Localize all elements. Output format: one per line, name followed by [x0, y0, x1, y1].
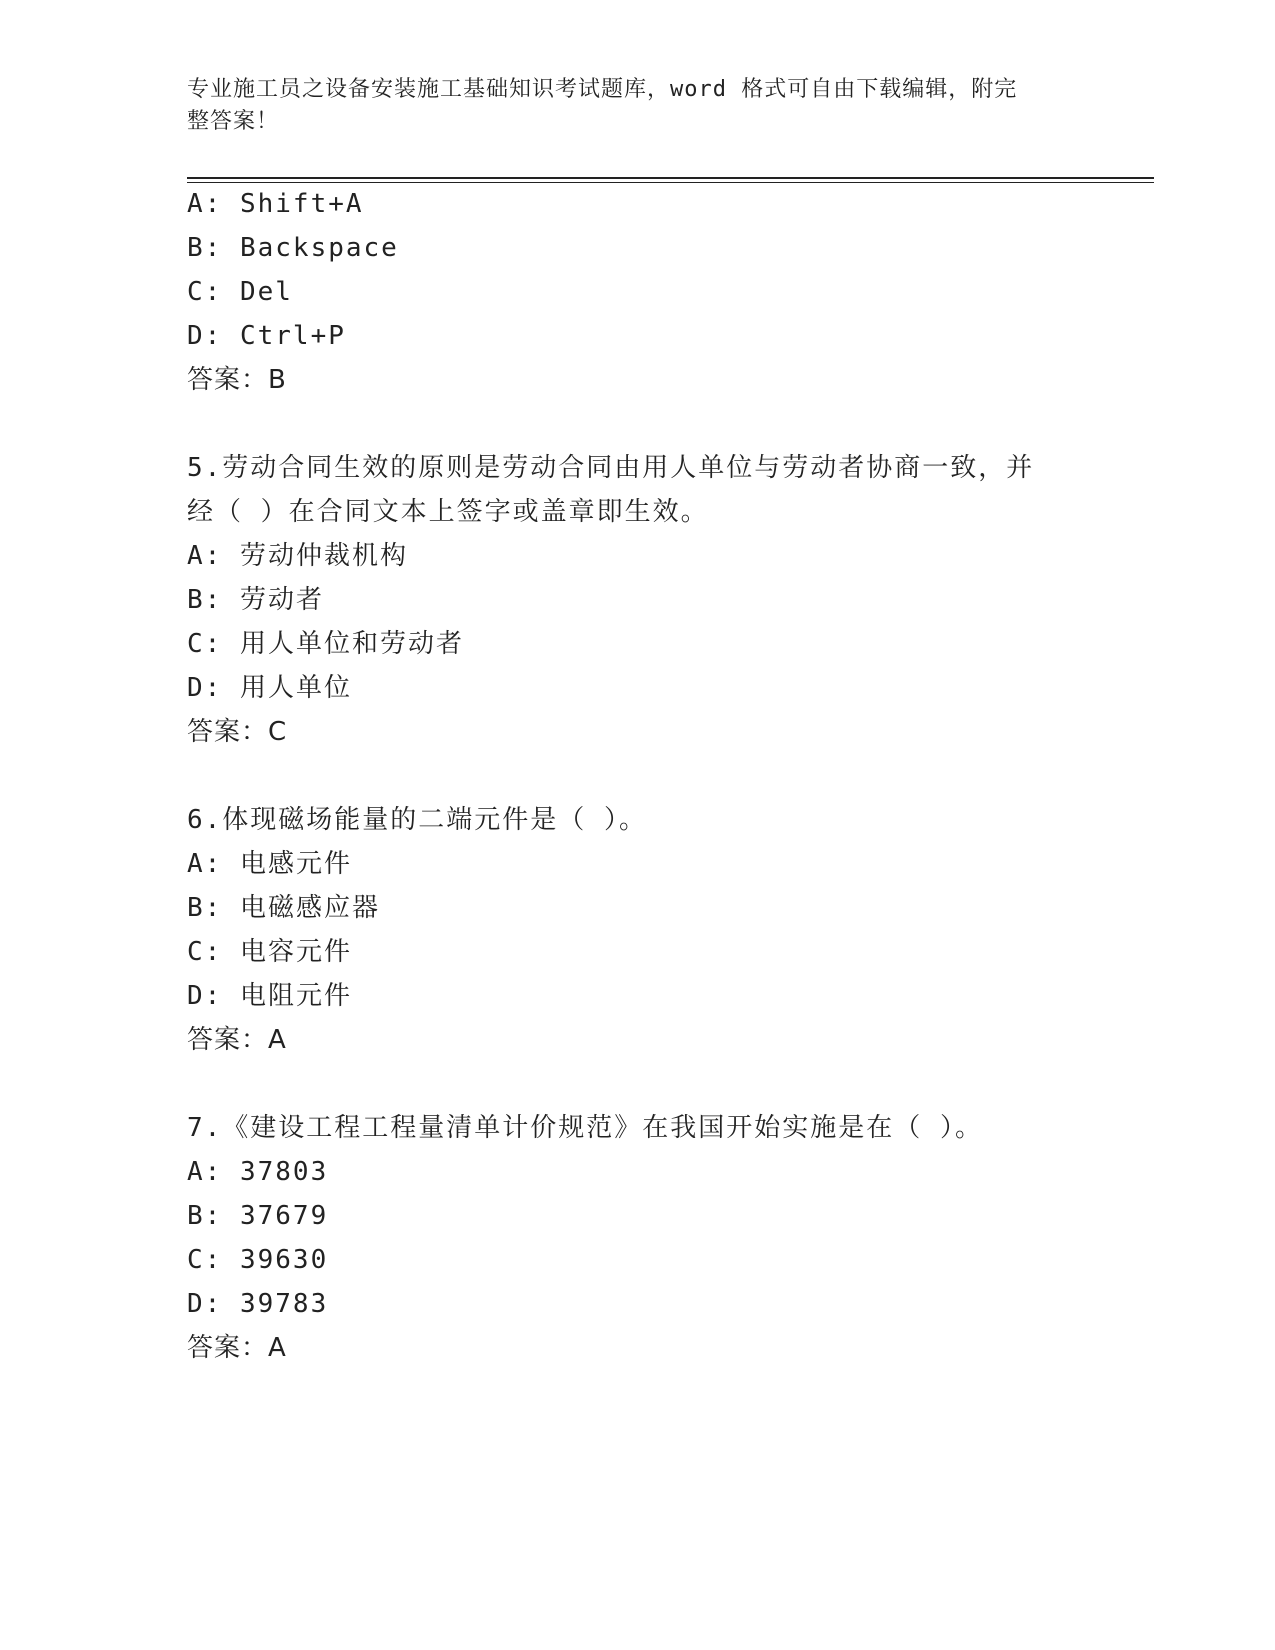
q6-stem-line-1: 6.体现磁场能量的二端元件是（ ）。: [187, 805, 647, 835]
q4-option-d: D: Ctrl+P: [187, 321, 346, 351]
q5-option-b: B: 劳动者: [187, 585, 324, 615]
q4-answer: 答案：B: [187, 365, 287, 395]
document-header: [187, 74, 1087, 138]
q7-option-d: D: 39783: [187, 1289, 329, 1319]
q6-option-c: C: 电容元件: [187, 937, 352, 967]
q6-option-b: B: 电磁感应器: [187, 893, 380, 923]
header-divider-thin: [187, 182, 1154, 183]
q7-option-c: C: 39630: [187, 1245, 329, 1275]
q5-stem-line-1: 5.劳动合同生效的原则是劳动合同由用人单位与劳动者协商一致，并: [187, 453, 1035, 483]
q4-option-c: C: Del: [187, 277, 293, 307]
q7-option-a: A: 37803: [187, 1157, 329, 1187]
q6-option-d: D: 电阻元件: [187, 981, 352, 1011]
q4-option-a: A: Shift+A: [187, 189, 364, 219]
q5-option-d: D: 用人单位: [187, 673, 352, 703]
q6-option-a: A: 电感元件: [187, 849, 352, 879]
q5-option-c: C: 用人单位和劳动者: [187, 629, 464, 659]
q6-answer: 答案：A: [187, 1025, 287, 1055]
header-line-1: 专业施工员之设备安装施工基础知识考试题库，word 格式可自由下载编辑，附完: [187, 77, 1018, 102]
q5-stem-line-2: 经（ ）在合同文本上签字或盖章即生效。: [187, 497, 709, 527]
q7-stem-line-1: 7.《建设工程工程量清单计价规范》在我国开始实施是在（ ）。: [187, 1113, 983, 1143]
q5-answer: 答案：C: [187, 717, 288, 747]
q5-option-a: A: 劳动仲裁机构: [187, 541, 408, 571]
q7-option-b: B: 37679: [187, 1201, 329, 1231]
q7-answer: 答案：A: [187, 1333, 287, 1363]
q4-option-b: B: Backspace: [187, 233, 399, 263]
header-divider-thick: [187, 177, 1154, 179]
header-line-2: 整答案！: [187, 109, 280, 134]
